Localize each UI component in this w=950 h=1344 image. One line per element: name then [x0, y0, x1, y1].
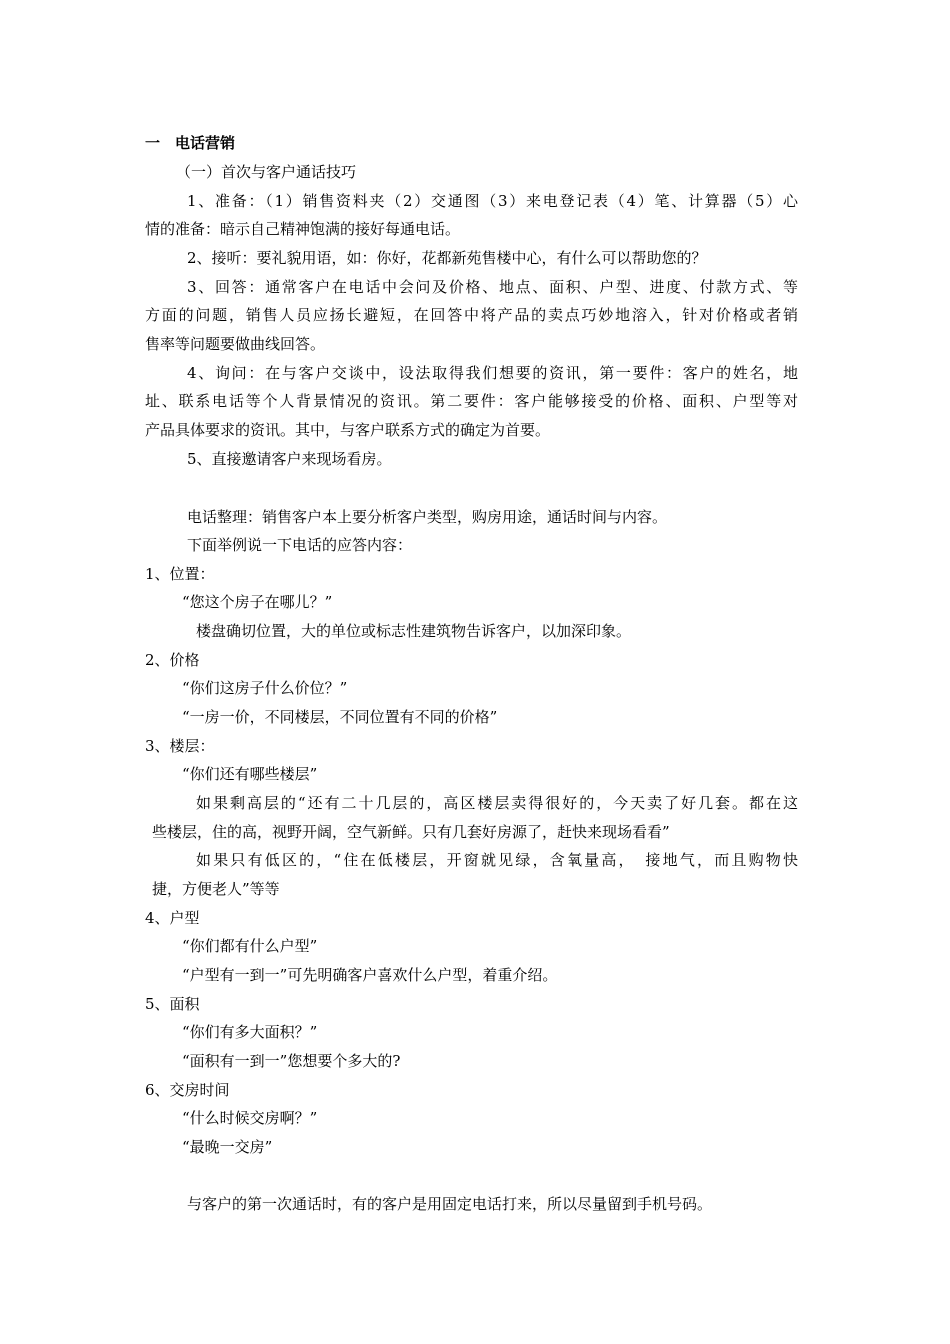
floor-title: 3、楼层： — [145, 737, 215, 755]
area-question: “你们有多大面积？” — [182, 1023, 318, 1041]
invite-line: 5、直接邀请客户来现场看房。 — [187, 450, 392, 468]
floor-answer-low-2: 捷，方便老人”等等 — [152, 880, 280, 898]
location-question: “您这个房子在哪儿？” — [182, 593, 333, 611]
layout-question: “你们都有什么户型” — [182, 937, 318, 955]
price-question: “你们这房子什么价位？” — [182, 679, 348, 697]
reply-line-2: 方面的问题，销售人员应扬长避短，在回答中将产品的卖点巧妙地溶入，针对价格或者销 — [145, 306, 798, 324]
floor-answer-high-1: 如果剩高层的“还有二十几层的，高区楼层卖得很好的，今天卖了好几套。都在这 — [196, 794, 798, 812]
floor-answer-low-1: 如果只有低区的，“住在低楼层，开窗就见绿，含氧量高， 接地气，而且购物快 — [196, 851, 798, 869]
ask-line-3: 产品具体要求的资讯。其中，与客户联系方式的确定为首要。 — [145, 421, 551, 439]
price-title: 2、价格 — [145, 651, 200, 669]
area-answer: “面积有一到一”您想要个多大的? — [182, 1052, 401, 1070]
floor-question: “你们还有哪些楼层” — [182, 765, 318, 783]
floor-answer-high-2: 些楼层，住的高，视野开阔，空气新鲜。只有几套好房源了，赶快来现场看看” — [152, 823, 670, 841]
prep-line-1: 1、准备：（1）销售资料夹（2）交通图（3）来电登记表（4）笔、计算器（5）心 — [187, 192, 798, 210]
delivery-answer: “最晚一交房” — [182, 1138, 273, 1156]
summary-line: 电话整理：销售客户本上要分析客户类型，购房用途，通话时间与内容。 — [187, 508, 668, 526]
prep-line-2: 情的准备：暗示自己精神饱满的接好每通电话。 — [145, 220, 461, 238]
reply-line-1: 3、回答：通常客户在电话中会问及价格、地点、面积、户型、进度、付款方式、等 — [187, 278, 798, 296]
section-heading: 一 电话营销 — [145, 134, 236, 152]
price-answer: “一房一价，不同楼层，不同位置有不同的价格” — [182, 708, 498, 726]
location-answer: 楼盘确切位置，大的单位或标志性建筑物告诉客户，以加深印象。 — [196, 622, 632, 640]
answer-phone-line: 2、接听：要礼貌用语，如：你好，花都新苑售楼中心，有什么可以帮助您的？ — [187, 249, 707, 267]
sub-heading: （一）首次与客户通话技巧 — [176, 163, 357, 181]
closing-line: 与客户的第一次通话时，有的客户是用固定电话打来，所以尽量留到手机号码。 — [187, 1195, 713, 1213]
example-intro-line: 下面举例说一下电话的应答内容： — [187, 536, 413, 554]
reply-line-3: 售率等问题要做曲线回答。 — [145, 335, 326, 353]
ask-line-1: 4、询问：在与客户交谈中，设法取得我们想要的资讯，第一要件：客户的姓名，地 — [187, 364, 798, 382]
layout-title: 4、户型 — [145, 909, 200, 927]
location-title: 1、位置： — [145, 565, 215, 583]
layout-answer: “户型有一到一”可先明确客户喜欢什么户型，着重介绍。 — [182, 966, 558, 984]
area-title: 5、面积 — [145, 995, 200, 1013]
delivery-title: 6、交房时间 — [145, 1081, 230, 1099]
delivery-question: “什么时候交房啊？” — [182, 1109, 318, 1127]
ask-line-2: 址、联系电话等个人背景情况的资讯。第二要件：客户能够接受的价格、面积、户型等对 — [145, 392, 798, 410]
